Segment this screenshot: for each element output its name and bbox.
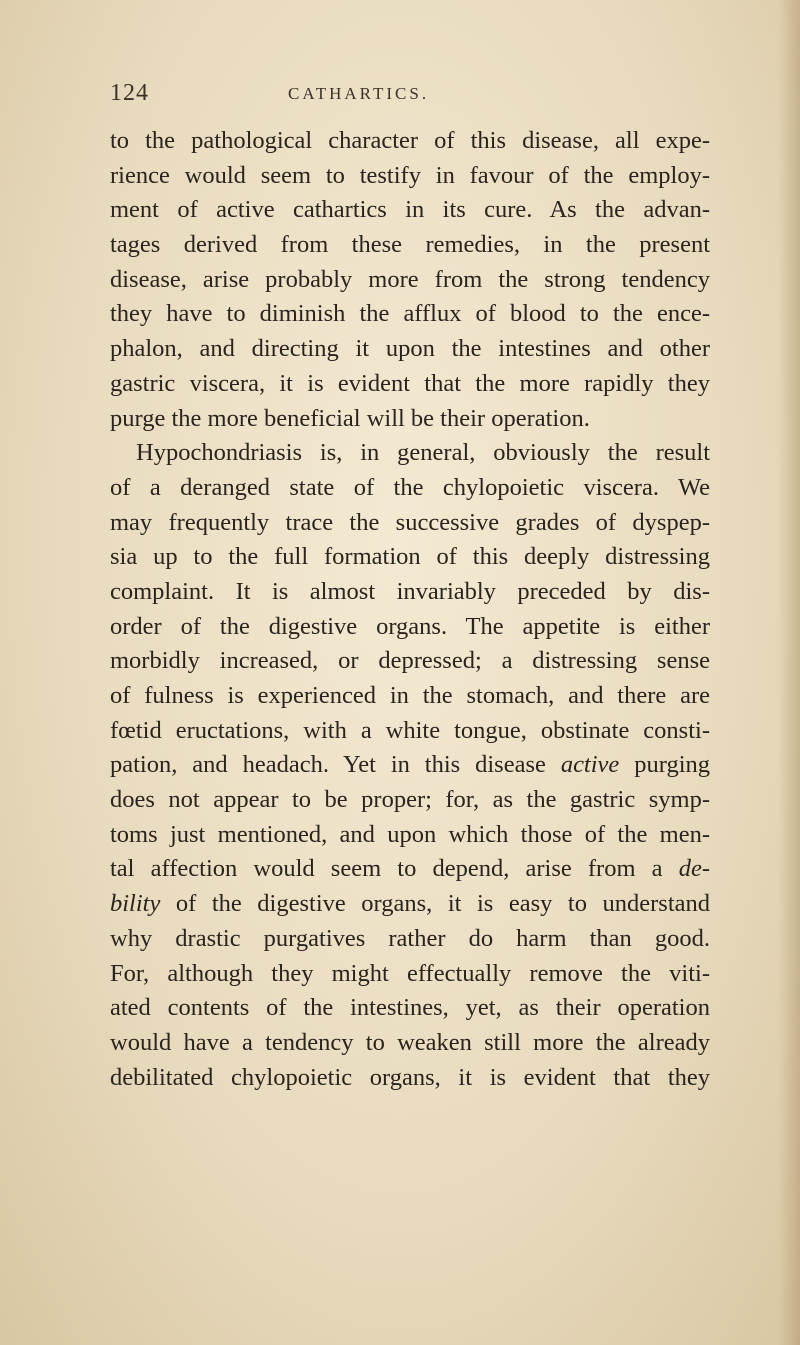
text-line: phalon, and directing it upon the intestines and other <box>110 335 710 363</box>
text-line: ated contents of the intestines, yet, as their operation <box>110 994 710 1022</box>
running-title: CATHARTICS. <box>288 84 430 103</box>
text-line: rience would seem to testify in favour of the employ- <box>110 161 710 189</box>
text-line: gastric viscera, it is evident that the more rapidly they <box>110 369 710 397</box>
text-segment: tal affection would seem to depend, arise from a <box>110 855 663 883</box>
text-line: purge the more beneficial will be their operation. <box>110 404 590 432</box>
text-line: For, although they might effectually remove the viti- <box>110 959 710 987</box>
text-line: order of the digestive organs. The appetite is either <box>110 612 710 640</box>
page-number: 124 <box>110 80 149 106</box>
text-line: toms just mentioned, and upon which those of the men- <box>110 820 710 848</box>
text-line: sia up to the full formation of this deeply distressing <box>110 543 710 571</box>
running-head <box>110 80 710 110</box>
text-line: fœtid eructations, with a white tongue, obstinate consti- <box>110 716 710 744</box>
text-segment: pation, and headach. Yet in this disease <box>110 751 546 779</box>
page-edge-shadow <box>778 0 800 1345</box>
text-line: would have a tendency to weaken still more the already <box>110 1028 710 1056</box>
text-segment: purging <box>619 751 711 779</box>
text-line: debilitated chylopoietic organs, it is evident that they <box>110 1063 710 1091</box>
text-line: tages derived from these remedies, in the present <box>110 231 710 259</box>
text-line: may frequently trace the successive grades of dyspep- <box>110 508 710 536</box>
paragraph-start-line: Hypochondriasis is, in general, obviously the result <box>136 439 710 467</box>
text-line-with-italic <box>110 887 710 922</box>
text-line-with-italic <box>110 748 710 783</box>
body-text <box>110 124 710 1095</box>
text-line: morbidly increased, or depressed; a distressing sense <box>110 647 710 675</box>
text-line: of a deranged state of the chylopoietic viscera. We <box>110 473 710 501</box>
text-line: does not appear to be proper; for, as the gastric symp- <box>110 786 710 814</box>
text-line: why drastic purgatives rather do harm than good. <box>110 924 710 952</box>
text-segment: of the digestive organs, it is easy to understand <box>175 890 711 918</box>
text-line: they have to diminish the afflux of blood to the ence- <box>110 300 710 328</box>
text-line-with-italic <box>110 852 710 887</box>
italic-word: active <box>560 751 620 779</box>
italic-word: bility <box>110 890 161 918</box>
text-line: to the pathological character of this disease, all expe- <box>110 127 710 154</box>
italic-word: de- <box>662 855 710 883</box>
text-line: ment of active cathartics in its cure. As the advan- <box>110 196 710 224</box>
text-line: complaint. It is almost invariably preceded by dis- <box>110 577 710 605</box>
text-line: of fulness is experienced in the stomach, and there are <box>110 682 710 709</box>
text-line: disease, arise probably more from the strong tendency <box>110 265 710 293</box>
